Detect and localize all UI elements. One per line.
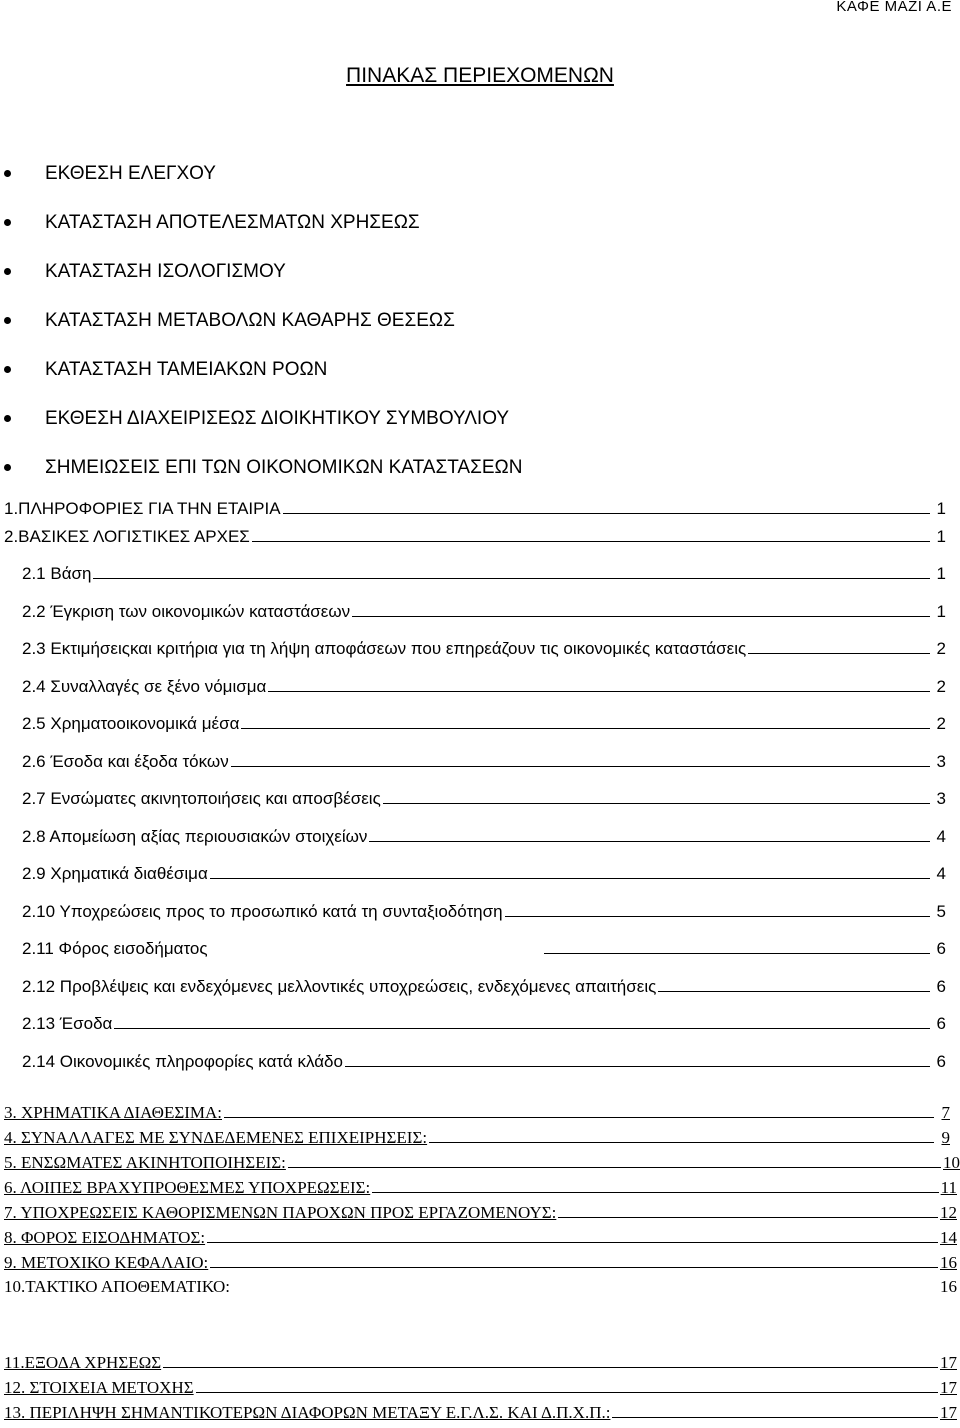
report-list (0, 158, 522, 501)
bullet-item: ΣΗΜΕΙΩΣΕΙΣ ΕΠΙ ΤΩΝ ΟΙΚΟΝΟΜΙΚΩΝ ΚΑΤΑΣΤΑΣΕΩΝ (0, 452, 522, 501)
section-label: 12. ΣΤΟΙΧΕΙΑ ΜΕΤΟΧΗΣ (4, 1378, 194, 1397)
toc-entry-label: 2.6 Έσοδα και έξοδα τόκων (22, 752, 229, 771)
section-leader (224, 1101, 934, 1118)
toc-entry[interactable] (4, 497, 946, 520)
section-entry[interactable] (4, 1376, 957, 1399)
bullet-item: ΚΑΤΑΣΤΑΣΗ ΤΑΜΕΙΑΚΩΝ ΡΟΩΝ (0, 354, 522, 403)
section-label: 7. ΥΠΟΧΡΕΩΣΕΙΣ ΚΑΘΟΡΙΣΜΕΝΩΝ ΠΑΡΟΧΩΝ ΠΡΟΣ ΕΡΓΑΖΟΜΕΝΟΥΣ: (4, 1203, 557, 1222)
toc-page-number: 4 (936, 864, 946, 883)
page-header: ΚΑΦΕ ΜΑΖΙ Α.Ε (836, 0, 952, 15)
section-label: 13. ΠΕΡΙΛΗΨΗ ΣΗΜΑΝΤΙΚΟΤΕΡΩΝ ΔΙΑΦΟΡΩΝ ΜΕΤΑΞΥ Ε.Γ.Λ.Σ. ΚΑΙ Δ.Π.Χ.Π.: (4, 1403, 611, 1422)
toc-entry-label: 2.10 Υποχρεώσεις προς το προσωπικό κατά τη συνταξιοδότηση (22, 902, 503, 921)
toc-page-number: 2 (936, 714, 946, 733)
section-page-number: 12 (940, 1203, 957, 1222)
toc-entry-label: 2.ΒΑΣΙΚΕΣ ΛΟΓΙΣΤΙΚΕΣ ΑΡΧΕΣ (4, 527, 250, 546)
toc-page-number: 5 (936, 902, 946, 921)
toc-leader (252, 525, 930, 542)
section-leader (372, 1176, 938, 1193)
toc-page-number: 2 (936, 677, 946, 696)
toc-leader (210, 862, 930, 879)
toc-leader (352, 600, 930, 617)
bullet-item: ΕΚΘΕΣΗ ΔΙΑΧΕΙΡΙΣΕΩΣ ΔΙΟΙΚΗΤΙΚΟΥ ΣΥΜΒΟΥΛΙΟΥ (0, 403, 522, 452)
toc-leader (241, 712, 930, 729)
toc-page-number: 1 (936, 602, 946, 621)
section-leader (196, 1376, 938, 1393)
section-leader (612, 1401, 938, 1418)
section-page-number: 11 (940, 1178, 957, 1197)
toc-leader (369, 825, 930, 842)
toc-entry-label: 2.11 Φόρος εισοδήματος (22, 939, 208, 958)
toc-entry[interactable] (22, 862, 946, 885)
toc-leader (210, 938, 540, 954)
section-leader (232, 1276, 938, 1292)
section-entry[interactable] (4, 1151, 960, 1174)
section-leader (163, 1351, 938, 1368)
toc-entry-label: 2.8 Απομείωση αξίας περιουσιακών στοιχείων (22, 827, 368, 846)
toc-entry-label: 2.2 Έγκριση των οικονομικών καταστάσεων (22, 602, 351, 621)
section-entry[interactable] (4, 1226, 957, 1249)
toc-page-number: 6 (936, 977, 946, 996)
section-entry[interactable] (4, 1101, 950, 1124)
toc-page-number: 1 (936, 564, 946, 583)
toc-page-number: 3 (936, 789, 946, 808)
toc-entry[interactable] (22, 750, 946, 773)
section-label: 5. ΕΝΣΩΜΑΤΕΣ ΑΚΙΝΗΤΟΠΟΙΗΣΕΙΣ: (4, 1153, 286, 1172)
toc-entry-label: 1.ΠΛΗΡΟΦΟΡΙΕΣ ΓΙΑ ΤΗΝ ΕΤΑΙΡΙΑ (4, 499, 281, 518)
bullet-item: ΚΑΤΑΣΤΑΣΗ ΑΠΟΤΕΛΕΣΜΑΤΩΝ ΧΡΗΣΕΩΣ (0, 207, 522, 256)
section-leader (558, 1201, 938, 1218)
toc-entry-label: 2.1 Βάση (22, 564, 92, 583)
toc-entry-label: 2.9 Χρηματικά διαθέσιμα (22, 864, 208, 883)
section-entry[interactable] (4, 1401, 957, 1424)
toc-entry-label: 2.5 Χρηματοοικονομικά μέσα (22, 714, 240, 733)
toc-page-number: 6 (936, 1014, 946, 1033)
toc-entry[interactable] (22, 900, 946, 923)
section-label: 11.ΕΞΟΔΑ ΧΡΗΣΕΩΣ (4, 1353, 162, 1372)
section-page-number: 17 (940, 1403, 957, 1422)
bullet-item: ΚΑΤΑΣΤΑΣΗ ΙΣΟΛΟΓΙΣΜΟΥ (0, 256, 522, 305)
section-leader (288, 1151, 941, 1168)
section-page-number: 10 (943, 1153, 960, 1172)
toc-page-number: 2 (936, 639, 946, 658)
toc-entry-label: 2.13 Έσοδα (22, 1014, 113, 1033)
toc-page-number: 4 (936, 827, 946, 846)
section-label: 4. ΣΥΝΑΛΛΑΓΕΣ ΜΕ ΣΥΝΔΕΔΕΜΕΝΕΣ ΕΠΙΧΕΙΡΗΣΕΙΣ: (4, 1128, 428, 1147)
bullet-item: ΚΑΤΑΣΤΑΣΗ ΜΕΤΑΒΟΛΩΝ ΚΑΘΑΡΗΣ ΘΕΣΕΩΣ (0, 305, 522, 354)
section-entry[interactable] (4, 1201, 957, 1224)
toc-leader (544, 937, 930, 954)
toc-entry[interactable] (22, 712, 946, 735)
section-entry[interactable] (4, 1276, 957, 1298)
toc-entry-label: 2.12 Προβλέψεις και ενδεχόμενες μελλοντικές υποχρεώσεις, ενδεχόμενες απαιτήσεις (22, 977, 657, 996)
toc-entry[interactable] (22, 787, 946, 810)
section-label: 9. ΜΕΤΟΧΙΚΟ ΚΕΦΑΛΑΙΟ: (4, 1253, 209, 1272)
page-title: ΠΙΝΑΚΑΣ ΠΕΡΙΕΧΟΜΕΝΩΝ (346, 64, 614, 87)
section-page-number: 7 (941, 1103, 950, 1122)
section-label: 10.ΤΑΚΤΙΚΟ ΑΠΟΘΕΜΑΤΙΚΟ: (4, 1277, 230, 1296)
toc-leader (345, 1050, 930, 1067)
section-leader (210, 1251, 938, 1268)
toc-entry-label: 2.3 Εκτιμήσειςκαι κριτήρια για τη λήψη αποφάσεων που επηρεάζουν τις οικονομικές καταστάσεις (22, 639, 747, 658)
section-page-number: 14 (940, 1228, 957, 1247)
toc-entry[interactable] (22, 637, 946, 660)
toc-page-number: 3 (936, 752, 946, 771)
section-page-number: 16 (940, 1253, 957, 1272)
section-entry[interactable] (4, 1176, 957, 1199)
toc-leader (283, 497, 930, 514)
toc-leader (114, 1012, 930, 1029)
toc-entry[interactable] (4, 525, 946, 548)
toc-leader (268, 675, 930, 692)
toc-entry[interactable] (22, 1050, 946, 1073)
toc-entry-label: 2.7 Ενσώματες ακινητοποιήσεις και αποσβέσεις (22, 789, 381, 808)
section-page-number: 17 (940, 1378, 957, 1397)
bullet-item: ΕΚΘΕΣΗ ΕΛΕΓΧΟΥ (0, 158, 522, 207)
section-leader (207, 1226, 938, 1243)
toc-leader (658, 975, 930, 992)
toc-entry[interactable] (22, 600, 946, 623)
section-page-number: 16 (940, 1277, 957, 1296)
section-label: 6. ΛΟΙΠΕΣ ΒΡΑΧΥΠΡΟΘΕΣΜΕΣ ΥΠΟΧΡΕΩΣΕΙΣ: (4, 1178, 371, 1197)
toc-entry[interactable] (22, 975, 946, 998)
section-entry[interactable] (4, 1351, 957, 1374)
toc-page-number: 6 (936, 939, 946, 958)
toc-entry[interactable] (22, 937, 946, 960)
toc-entry[interactable] (22, 675, 946, 698)
toc-leader (93, 562, 930, 579)
section-label: 8. ΦΟΡΟΣ ΕΙΣΟΔΗΜΑΤΟΣ: (4, 1228, 206, 1247)
section-leader (429, 1126, 934, 1143)
toc-entry[interactable] (22, 825, 946, 848)
toc-leader (383, 787, 930, 804)
toc-entry[interactable] (22, 1012, 946, 1035)
toc-page-number: 1 (936, 527, 946, 546)
section-entry[interactable] (4, 1251, 957, 1274)
section-label: 3. ΧΡΗΜΑΤΙΚΑ ΔΙΑΘΕΣΙΜΑ: (4, 1103, 223, 1122)
section-page-number: 17 (940, 1353, 957, 1372)
toc-entry-label: 2.14 Οικονομικές πληροφορίες κατά κλάδο (22, 1052, 343, 1071)
toc-entry-label: 2.4 Συναλλαγές σε ξένο νόμισμα (22, 677, 267, 696)
toc-page-number: 6 (936, 1052, 946, 1071)
toc-leader (231, 750, 930, 767)
toc-leader (748, 637, 930, 654)
toc-entry[interactable] (22, 562, 946, 585)
toc-page-number: 1 (936, 499, 946, 518)
section-entry[interactable] (4, 1126, 950, 1149)
toc-leader (505, 900, 930, 917)
section-page-number: 9 (941, 1128, 950, 1147)
